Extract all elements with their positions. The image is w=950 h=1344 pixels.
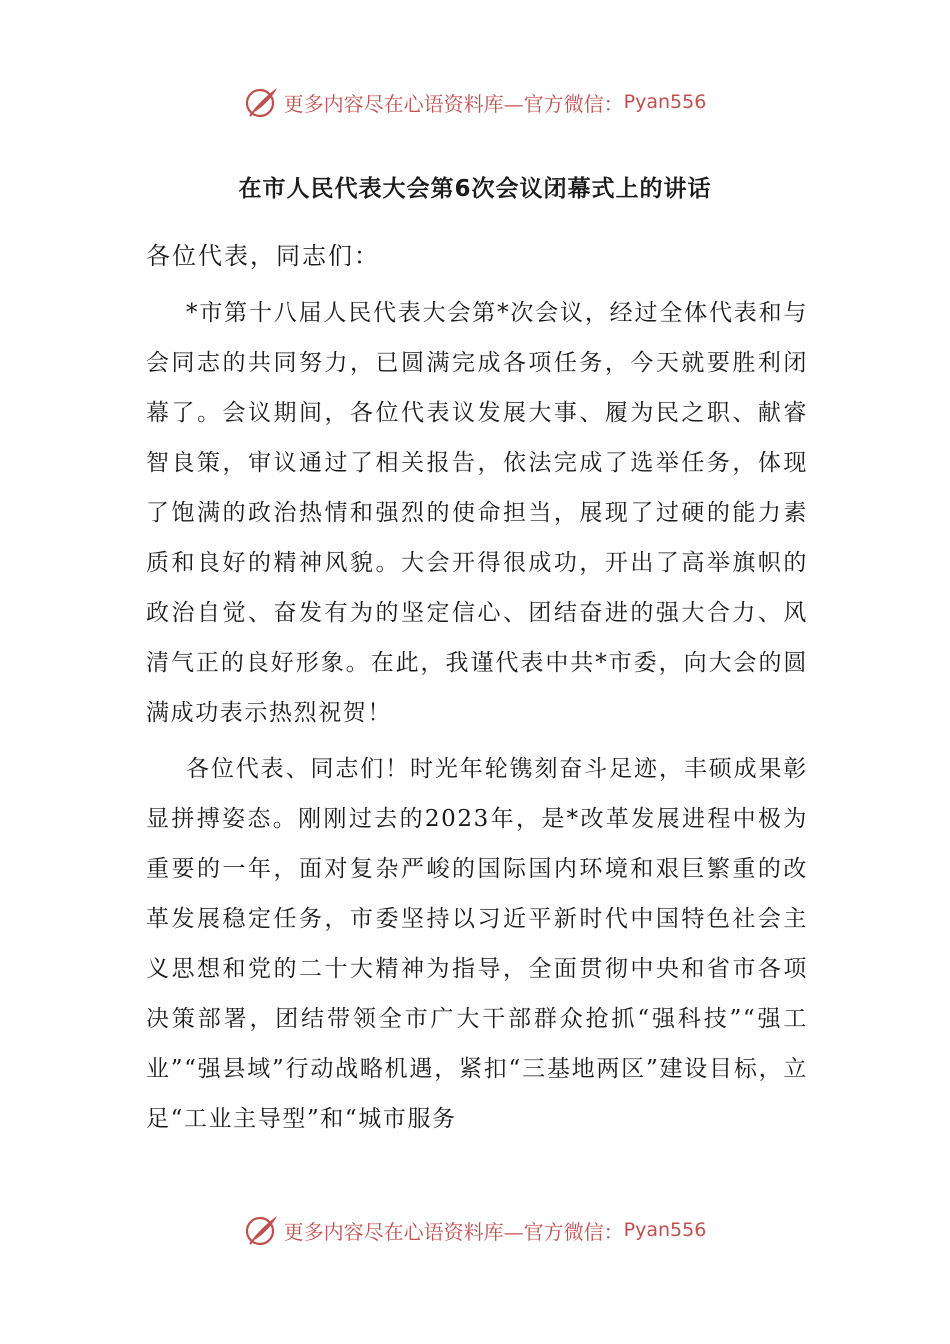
header-watermark bbox=[0, 82, 950, 122]
body-paragraph-1: *市第十八届人民代表大会第*次会议，经过全体代表和与会同志的共同努力，已圆满完成各项任务，今天就要胜利闭幕了。会议期间，各位代表议发展大事、履为民之职、献睿智良策，审议通过了相关报告，依法完成了选举任务，体现了饱满的政治热情和强烈的使命担当，展现了过硬的能力素质和良好的精神风貌。大会开得很成功，开出了高举旗帜的政治自觉、奋发有为的坚定信心、团结奋进的强大合力、风清气正的良好形象。在此，我谨代表中共*市委，向大会的圆满成功表示热烈祝贺！ bbox=[146, 300, 808, 726]
watermark-wechat-id: Pyan556 bbox=[623, 91, 707, 113]
quill-logo-icon bbox=[244, 1212, 280, 1248]
document-title: 在市人民代表大会第6次会议闭幕式上的讲话 bbox=[238, 176, 712, 202]
salutation: 各位代表，同志们： bbox=[146, 242, 380, 270]
quill-logo-icon bbox=[244, 84, 280, 120]
watermark-wechat-id: Pyan556 bbox=[623, 1219, 707, 1241]
watermark-text: 更多内容尽在心语资料库—官方微信： bbox=[283, 91, 624, 116]
footer-watermark bbox=[0, 1210, 950, 1250]
body-paragraph-2: 各位代表、同志们！时光年轮镌刻奋斗足迹，丰硕成果彰显拼搏姿态。刚刚过去的2023年，是*改革发展进程中极为重要的一年，面对复杂严峻的国际国内环境和艰巨繁重的改革发展稳定任务，市委坚持以习近平新时代中国特色社会主义思想和党的二十大精神为指导，全面贯彻中央和省市各项决策部署，团结带领全市广大干部群众抢抓“强科技”“强工业”“强县域”行动战略机遇，紧扣“三基地两区”建设目标，立足“工业主导型”和“城市服务 bbox=[146, 756, 808, 1132]
watermark-text: 更多内容尽在心语资料库—官方微信： bbox=[283, 1219, 624, 1244]
